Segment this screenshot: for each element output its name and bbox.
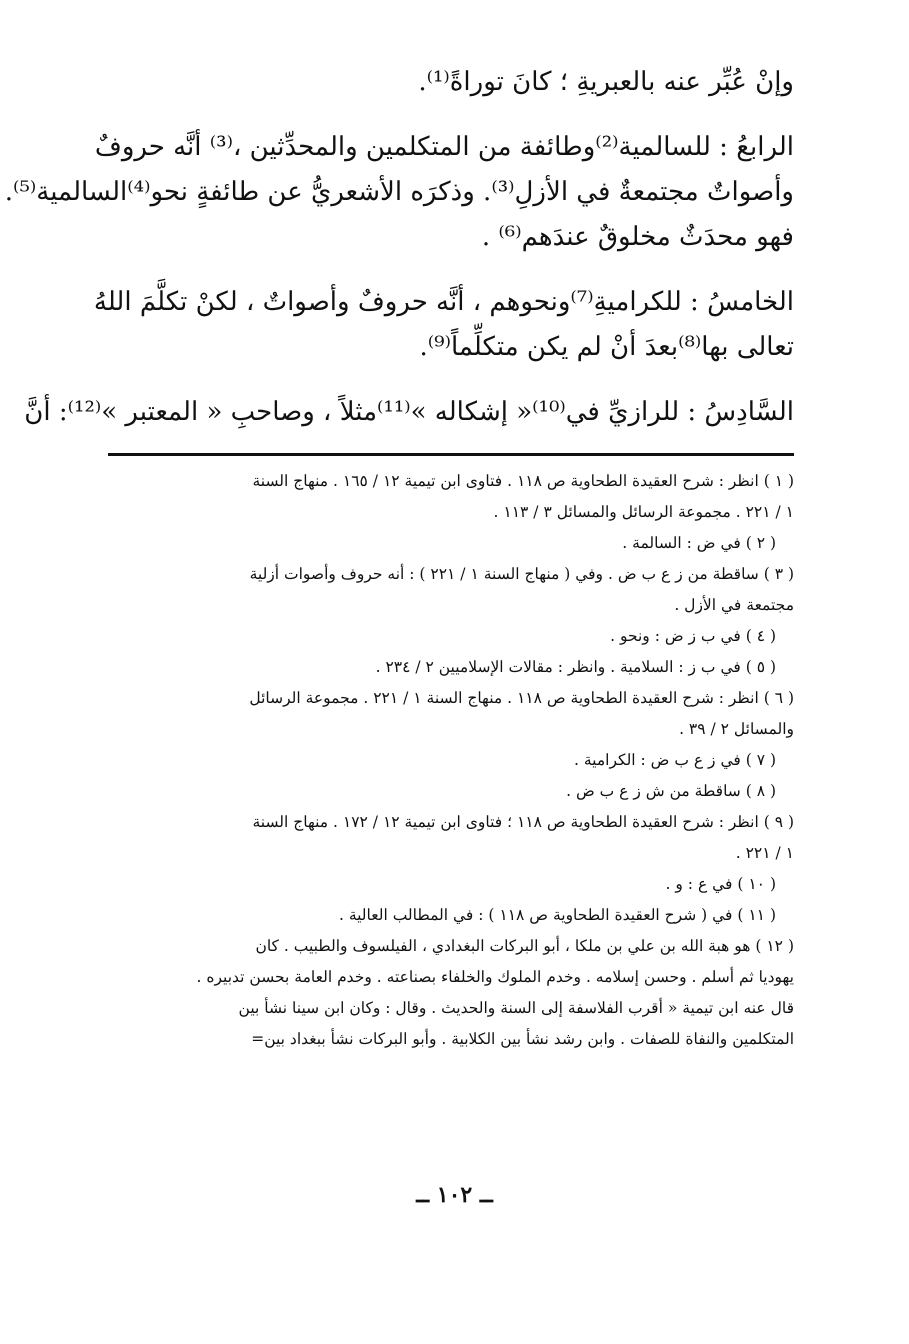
main-line: فهو محدَثٌ مخلوقٌ عندَهم⁽⁶⁾ .	[481, 222, 794, 252]
page-body	[4, 60, 794, 1055]
footnote-line: ( ٧ ) في ز ع ب ض : الكرامية .	[574, 751, 776, 769]
footnote-line: ( ١١ ) في ( شرح العقيدة الطحاوية ص ١١٨ ) : في المطالب العالية .	[338, 906, 776, 924]
footnote-line: والمسائل ٢ / ٣٩ .	[679, 720, 794, 738]
page-number: ــ ١٠٢ ــ	[416, 1182, 493, 1208]
footnote-line: يهوديا ثم أسلم . وحسن إسلامه . وخدم الملوك والخلفاء بصناعته . وخدم العامة بحسن تدبيره .	[196, 968, 794, 986]
footnote-line: ( ٢ ) في ض : السالمة .	[622, 534, 776, 552]
footnote-line: ( ٤ ) في ب ز ض : ونحو .	[610, 627, 776, 645]
main-text	[4, 60, 794, 435]
footnote-line: ( ٩ ) انظر : شرح العقيدة الطحاوية ص ١١٨ ؛ فتاوى ابن تيمية ١٢ / ١٧٢ . منهاج السنة	[252, 813, 794, 831]
main-line: الخامسُ : للكراميةِ⁽⁷⁾ونحوهم ، أنَّه حروفٌ وأصواتٌ ، لكنْ تكلَّمَ اللهُ	[93, 287, 794, 317]
footnote-line: ( ٥ ) في ب ز : السلامية . وانظر : مقالات الإسلاميين ٢ / ٢٣٤ .	[375, 658, 776, 676]
main-line: تعالى بها⁽⁸⁾بعدَ أنْ لم يكن متكلِّماً⁽⁹⁾.	[419, 332, 794, 362]
main-line: السَّادِسُ : للرازيِّ في⁽¹⁰⁾« إشكاله »⁽¹¹⁾مثلاً ، وصاحبِ « المعتبر »⁽¹²⁾: أنَّ	[24, 397, 794, 427]
footnote-line: ١ / ٢٢١ . مجموعة الرسائل والمسائل ٣ / ١١٣ .	[493, 503, 794, 521]
footnote-line: ( ١٢ ) هو هبة الله بن علي بن ملكا ، أبو البركات البغدادي ، الفيلسوف والطبيب . كان	[255, 937, 794, 955]
footnote-line: ( ٦ ) انظر : شرح العقيدة الطحاوية ص ١١٨ . منهاج السنة ١ / ٢٢١ . مجموعة الرسائل	[249, 689, 794, 707]
footnote-line: قال عنه ابن تيمية « أقرب الفلاسفة إلى السنة والحديث . وقال : وكان ابن سينا نشأ بين	[238, 999, 794, 1017]
main-line: وأصواتٌ مجتمعةٌ في الأزلِ⁽³⁾. وذكرَه الأشعريُّ عن طائفةٍ نحو⁽⁴⁾السالمية⁽⁵⁾.	[4, 177, 794, 207]
footnote-line: ( ٨ ) ساقطة من ش ز ع ب ض .	[566, 782, 776, 800]
footnotes	[108, 466, 794, 1055]
footnote-line: ( ١ ) انظر : شرح العقيدة الطحاوية ص ١١٨ . فتاوى ابن تيمية ١٢ / ١٦٥ . منهاج السنة	[252, 472, 794, 490]
main-line: الرابعُ : للسالمية⁽²⁾وطائفة من المتكلمين والمحدِّثين ،⁽³⁾ أنَّه حروفٌ	[94, 132, 794, 162]
main-line: وإنْ عُبِّر عنه بالعبريةِ ؛ كانَ توراةً⁽¹⁾.	[418, 67, 794, 97]
footnote-line: ١ / ٢٢١ .	[735, 844, 794, 862]
footnote-line: المتكلمين والنفاة للصفات . وابن رشد نشأ بين الكلابية . وأبو البركات نشأ ببغداد بين=	[251, 1030, 794, 1048]
footnote-line: مجتمعة في الأزل .	[674, 596, 794, 614]
footnote-divider	[108, 453, 794, 456]
footnote-line: ( ١٠ ) في ع : و .	[665, 875, 776, 893]
footnote-line: ( ٣ ) ساقطة من ز ع ب ض . وفي ( منهاج السنة ١ / ٢٢١ ) : أنه حروف وأصوات أزلية	[249, 565, 794, 583]
